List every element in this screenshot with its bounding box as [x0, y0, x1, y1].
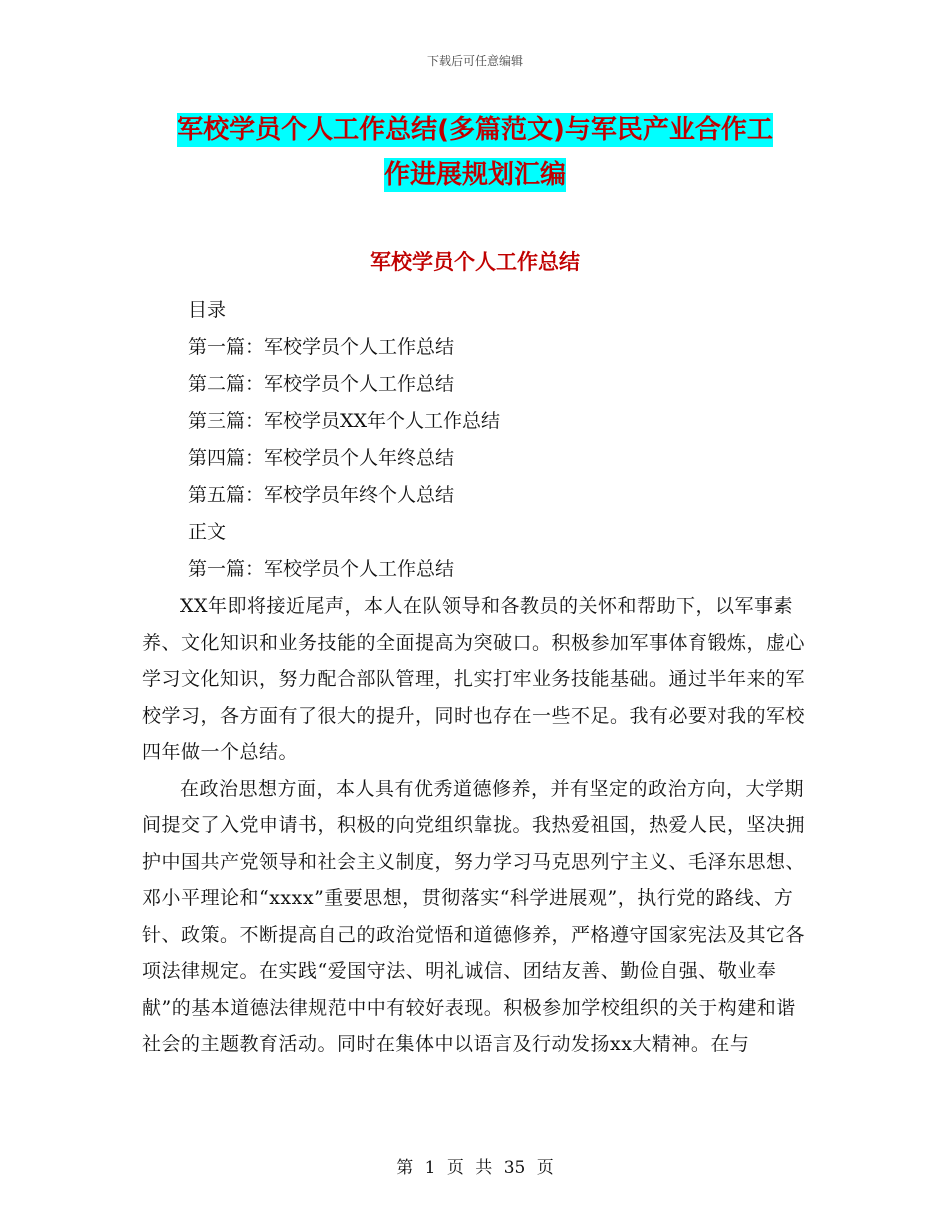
header-note: 下载后可任意编辑 [426, 54, 523, 68]
body-text [142, 588, 810, 1063]
toc-item: 第四篇：军校学员个人年终总结 [188, 447, 455, 469]
table-of-contents [188, 292, 828, 588]
toc-item: 第三篇：军校学员XX年个人工作总结 [188, 410, 501, 432]
toc-item: 正文 [188, 521, 227, 543]
body-paragraph: 在政治思想方面，本人具有优秀道德修养，并有坚定的政治方向，大学期间提交了入党申请书，积极的向党组织靠拢。我热爱祖国，热爱人民，坚决拥护中国共产党领导和社会主义制度，努力学习马克思列宁主义、毛泽东思想、邓小平理论和“xxxx”重要思想，贯彻落实“科学进展观”，执行党的路线、方针、政策。不断提高自己的政治觉悟和道德修养，严格遵守国家宪法及其它各项法律规定。在实践“爱国守法、明礼诚信、团结友善、勤俭自强、敬业奉献”的基本道德法律规范中中有较好表现。积极参加学校组织的关于构建和谐社会的主题教育活动。同时在集体中以语言及行动发扬xx大精神。在与 [142, 777, 806, 1055]
document-title [120, 108, 830, 198]
page-footer: 第 1 页 共 35 页 [396, 1158, 554, 1178]
body-paragraph: XX年即将接近尾声，本人在队领导和各教员的关怀和帮助下，以军事素养、文化知识和业务技能的全面提高为突破口。积极参加军事体育锻炼，虚心学习文化知识，努力配合部队管理，扎实打牢业务技能基础。通过半年来的军校学习，各方面有了很大的提升，同时也存在一些不足。我有必要对我的军校四年做一个总结。 [142, 595, 806, 763]
toc-item: 第一篇：军校学员个人工作总结 [188, 558, 455, 580]
document-title-line-2: 作进展规划汇编 [383, 160, 566, 190]
document-title-line-1: 军校学员个人工作总结(多篇范文)与军民产业合作工 [177, 115, 773, 145]
toc-item: 第二篇：军校学员个人工作总结 [188, 373, 455, 395]
toc-item: 目录 [188, 299, 227, 321]
toc-item: 第一篇：军校学员个人工作总结 [188, 336, 455, 358]
section-title: 军校学员个人工作总结 [370, 250, 580, 274]
toc-item: 第五篇：军校学员年终个人总结 [188, 484, 455, 506]
